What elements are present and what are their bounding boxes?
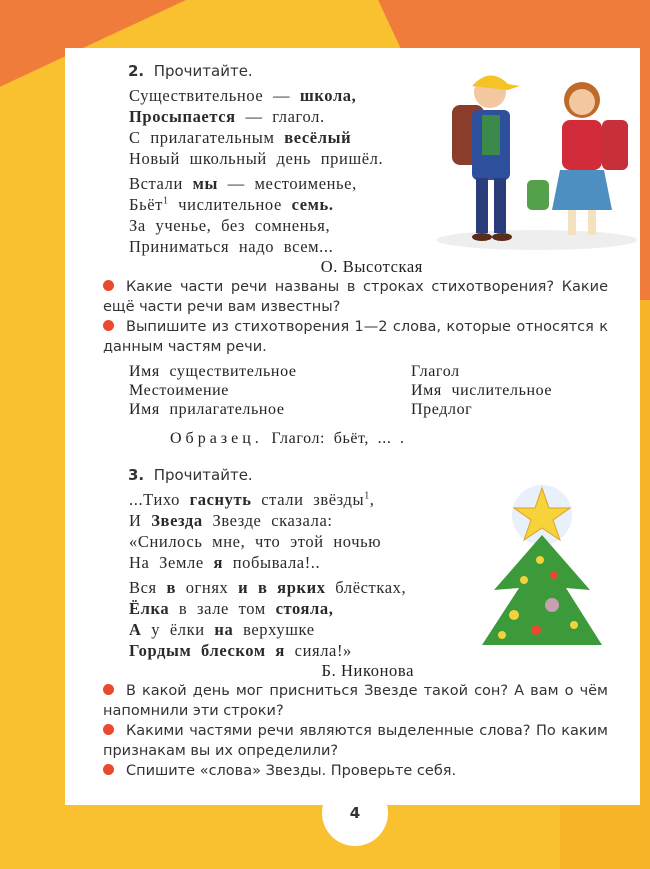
poem-text: , (369, 490, 375, 509)
poem-line (129, 531, 406, 552)
bullet-icon (103, 724, 114, 735)
question-text: Выпишите из стихотворения 1—2 слова, которые относятся к данным частям речи. (103, 319, 608, 355)
question-text: Спишите «слова» Звезды. Проверьте себя. (126, 763, 457, 779)
footnote-mark: 1 (162, 195, 169, 207)
highlighted-word: стояла, (275, 599, 334, 618)
part-of-speech: Имя числительное (411, 382, 553, 399)
poem-line (129, 85, 383, 106)
bullet-icon (103, 320, 114, 331)
poem-text: стали звёзды (251, 490, 365, 509)
task-2-question-2 (103, 317, 608, 357)
poem-line (129, 215, 383, 236)
poem-line (129, 619, 406, 640)
part-of-speech: Местоимение (129, 382, 230, 399)
page-number: 4 (322, 780, 388, 846)
question-text: Какими частями речи являются выделенные слова? По каким признакам вы их определили? (103, 723, 608, 759)
poem-text: Звезде сказала: (202, 511, 333, 530)
poem-line (129, 577, 406, 598)
highlighted-word: и в ярких (238, 578, 326, 597)
bullet-icon (103, 764, 114, 775)
part-of-speech: Предлог (411, 401, 473, 418)
poem-text: в зале том (169, 599, 276, 618)
poem-text: у ёлки (141, 620, 215, 639)
sample-line (170, 430, 405, 448)
highlighted-word: Звезда (151, 511, 203, 530)
poem-author: О. Высотская (320, 257, 423, 276)
task-instruction: Прочитайте. (153, 62, 253, 80)
poem-author: Б. Никонова (321, 661, 414, 680)
task-number: 2. (128, 62, 145, 80)
parts-of-speech-left-column (129, 362, 297, 419)
poem-line (129, 510, 406, 531)
poem-text: И (129, 511, 152, 530)
highlighted-word: А (129, 620, 142, 639)
highlighted-word: семь. (291, 195, 334, 214)
poem-text: За ученье, без сомненья, (129, 216, 331, 235)
highlighted-word: Гордым блеском я (129, 641, 285, 660)
question-text: В какой день мог присниться Звезде такой сон? А вам о чём напомнили эти строки? (103, 683, 608, 719)
poem-text: Новый школьный день пришёл. (129, 149, 384, 168)
question-text: Какие части речи названы в строках стихотворения? Какие ещё части речи вам известны? (103, 279, 608, 315)
bullet-icon (103, 684, 114, 695)
poem-text: Приниматься надо всем... (129, 237, 334, 256)
sample-label: Образец. (170, 430, 263, 447)
highlighted-word: гаснуть (189, 490, 252, 509)
christmas-tree-illustration (474, 480, 610, 660)
highlighted-word: Просыпается (129, 107, 236, 126)
poem-text: сияла!» (284, 641, 352, 660)
highlighted-word: Ёлка (129, 599, 170, 618)
poem-text: — местоименье, (217, 174, 357, 193)
poem-line (129, 640, 406, 661)
highlighted-word: весёлый (284, 128, 352, 147)
highlighted-word: в (166, 578, 176, 597)
bullet-icon (103, 280, 114, 291)
poem-text: верхушке (233, 620, 315, 639)
poem-text: Вся (129, 578, 167, 597)
poem-line (129, 236, 383, 257)
footnote-mark: 1 (364, 490, 370, 502)
task-number: 3. (128, 466, 145, 484)
poem-line (129, 552, 406, 573)
poem-text: числительное (168, 195, 292, 214)
poem-text: побывала!.. (223, 553, 321, 572)
poem-line (129, 127, 383, 148)
poem-line (129, 173, 383, 194)
poem-text: На Земле (129, 553, 214, 572)
highlighted-word: я (213, 553, 224, 572)
poem-line (129, 598, 406, 619)
task-2-question-1 (103, 277, 608, 317)
poem-line (129, 148, 383, 169)
highlighted-word: на (214, 620, 234, 639)
task-3-question-2 (103, 721, 608, 761)
poem-line (129, 194, 383, 215)
task-3-question-1 (103, 681, 608, 721)
children-school-illustration (432, 60, 642, 252)
poem-vysotskaya (129, 85, 383, 257)
poem-text: Существительное — (129, 86, 300, 105)
poem-text: огнях (175, 578, 239, 597)
part-of-speech: Имя прилагательное (129, 401, 285, 418)
poem-text: ...Тихо (129, 490, 190, 509)
poem-text: — глагол. (235, 107, 325, 126)
poem-text: С прилагательным (129, 128, 285, 147)
task-3-question-3 (103, 761, 608, 781)
task-instruction: Прочитайте. (153, 466, 253, 484)
poem-nikonova (129, 489, 406, 661)
task-2-heading (128, 62, 253, 80)
poem-text: Бьёт (129, 195, 163, 214)
poem-line (129, 106, 383, 127)
highlighted-word: школа, (299, 86, 357, 105)
task-3-heading (128, 466, 253, 484)
poem-text: блёстках, (325, 578, 407, 597)
part-of-speech: Имя существительное (129, 363, 297, 380)
part-of-speech: Глагол (411, 363, 460, 380)
poem-text: «Снилось мне, что этой ночью (129, 532, 382, 551)
poem-text: Встали (129, 174, 193, 193)
poem-line (129, 489, 406, 510)
sample-text: Глагол: бьёт, ... . (271, 430, 405, 447)
parts-of-speech-right-column (411, 362, 552, 419)
highlighted-word: мы (192, 174, 218, 193)
